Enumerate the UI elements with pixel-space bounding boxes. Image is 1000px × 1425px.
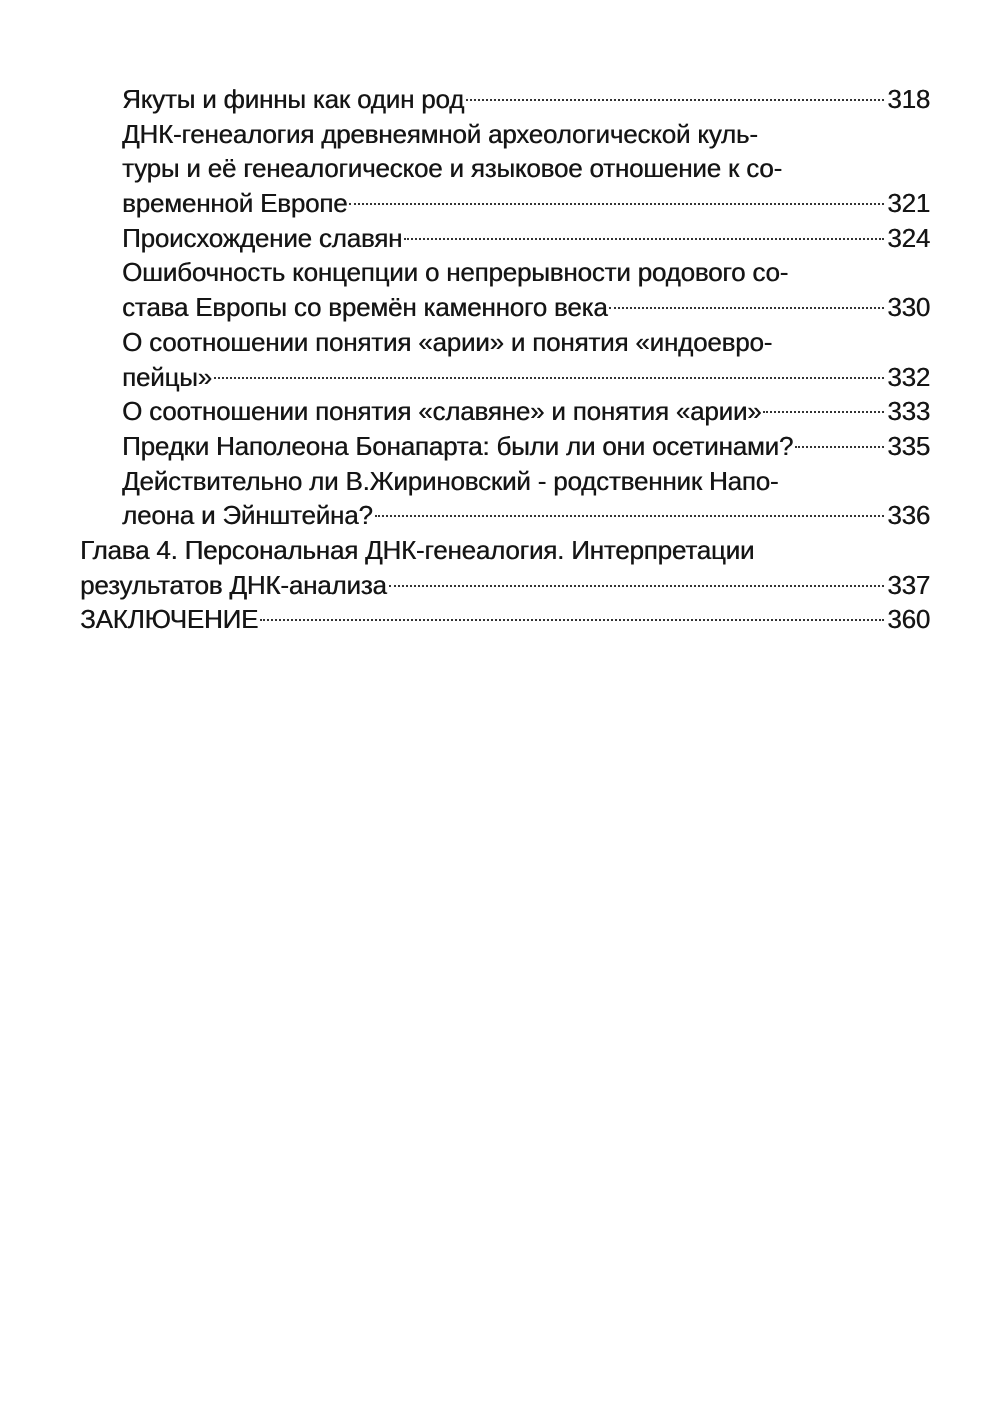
toc-line — [122, 117, 930, 152]
table-of-contents — [0, 82, 1000, 637]
toc-entry — [0, 255, 1000, 324]
toc-entry-title: леона и Эйнштейна? — [122, 500, 373, 531]
toc-page-number: 335 — [887, 430, 930, 461]
toc-entry-title: О соотношении понятия «славяне» и понятия «арии» — [122, 396, 762, 427]
toc-entry-title: пейцы» — [122, 361, 212, 392]
toc-entry-title: Действительно ли В.Жириновский - родственник Напо- — [122, 465, 779, 496]
toc-line — [122, 186, 930, 221]
toc-page-number: 333 — [887, 396, 930, 427]
toc-entry — [0, 221, 1000, 256]
toc-line — [80, 533, 930, 568]
toc-page-number: 336 — [887, 500, 930, 531]
toc-entry-title: Якуты и финны как один род — [122, 84, 465, 114]
toc-entry-title: Ошибочность концепции о непрерывности родового со- — [122, 257, 789, 288]
toc-entry — [0, 533, 1000, 602]
toc-line — [122, 151, 930, 186]
toc-line — [122, 82, 930, 117]
toc-page-number: 360 — [887, 604, 930, 635]
dot-leader — [795, 446, 884, 448]
toc-page-number: 324 — [887, 222, 930, 253]
dot-leader — [349, 203, 884, 205]
toc-page-number: 330 — [887, 292, 930, 323]
toc-line — [122, 464, 930, 499]
toc-entry-title: Происхождение славян — [122, 222, 403, 253]
toc-entry-title: става Европы со времён каменного века — [122, 292, 608, 323]
toc-entry-title: результатов ДНК-анализа — [80, 569, 387, 600]
dot-leader — [466, 99, 884, 101]
dot-leader — [404, 238, 884, 240]
toc-line — [80, 568, 930, 603]
toc-entry — [0, 464, 1000, 533]
dot-leader — [609, 307, 884, 309]
toc-entry-title: туры и её генеалогическое и языковое отношение к со- — [122, 153, 782, 184]
toc-line — [122, 498, 930, 533]
toc-page-number: 337 — [887, 569, 930, 600]
toc-entry-title: О соотношении понятия «арии» и понятия «индоевро- — [122, 326, 773, 357]
toc-line — [122, 255, 930, 290]
toc-line — [122, 394, 930, 429]
toc-entry — [0, 325, 1000, 394]
toc-entry — [0, 117, 1000, 221]
toc-line — [122, 429, 930, 464]
dot-leader — [260, 619, 884, 621]
toc-entry — [0, 429, 1000, 464]
toc-line — [122, 360, 930, 395]
dot-leader — [763, 411, 884, 413]
toc-line — [122, 221, 930, 256]
toc-entry — [0, 82, 1000, 117]
toc-entry-title: ДНК-генеалогия древнеямной археологической куль- — [122, 118, 758, 149]
toc-entry — [0, 394, 1000, 429]
toc-entry-title: Глава 4. Персональная ДНК-генеалогия. Интерпретации — [80, 534, 755, 565]
dot-leader — [389, 585, 885, 587]
toc-page-number: 318 — [887, 84, 930, 114]
toc-page-number: 321 — [887, 188, 930, 219]
toc-entry — [0, 602, 1000, 637]
toc-entry-title: Предки Наполеона Бонапарта: были ли они осетинами? — [122, 430, 794, 461]
toc-entry-title: ЗАКЛЮЧЕНИЕ — [80, 604, 259, 635]
dot-leader — [375, 515, 885, 517]
toc-page-number: 332 — [887, 361, 930, 392]
dot-leader — [214, 377, 884, 379]
toc-line — [122, 290, 930, 325]
toc-line — [80, 602, 930, 637]
toc-line — [122, 325, 930, 360]
toc-entry-title: временной Европе — [122, 188, 348, 219]
